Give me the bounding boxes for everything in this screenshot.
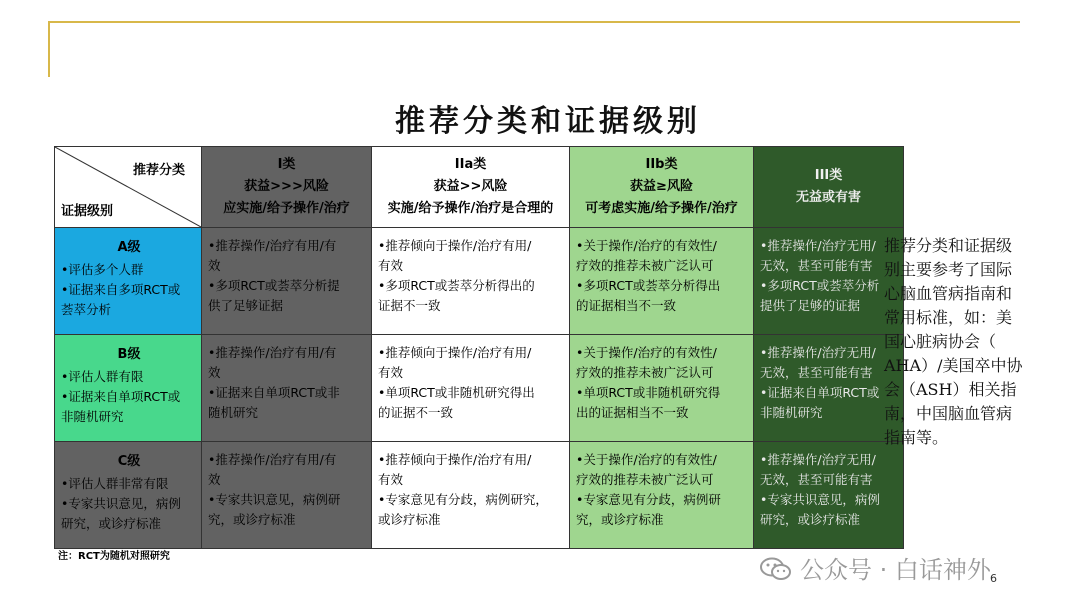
cell-line: •推荐操作/治疗无用/ — [760, 345, 876, 360]
cell-line: •证据来自单项RCT或非 — [208, 385, 340, 400]
level-c-header — [55, 442, 202, 549]
cell-line: 疗效的推荐未被广泛认可 — [576, 472, 714, 487]
level-b-header — [55, 335, 202, 442]
header-action: 应实施/给予操作/治疗 — [223, 201, 350, 216]
cell-line: 供了足够证据 — [208, 298, 284, 313]
cell-line: 效 — [208, 472, 221, 487]
cell-b-iia — [372, 335, 570, 442]
row-level-a — [55, 228, 904, 335]
header-name: I类 — [277, 157, 296, 172]
cell-line: •推荐倾向于操作/治疗有用/ — [378, 238, 532, 253]
cell-a-i — [202, 228, 372, 335]
cell-line: •推荐倾向于操作/治疗有用/ — [378, 345, 532, 360]
level-desc-line: •专家共识意见，病例 — [61, 496, 181, 511]
footnote: 注：RCT为随机对照研究 — [58, 551, 170, 562]
side-line: AHA）/美国卒中协 — [884, 356, 1023, 375]
cell-line: 无效，甚至可能有害 — [760, 472, 873, 487]
cell-line: 非随机研究 — [760, 405, 823, 420]
side-line: 推荐分类和证据级 — [884, 236, 1013, 255]
cell-line: 提供了足够的证据 — [760, 298, 861, 313]
level-name: C级 — [117, 454, 141, 469]
cell-line: 的证据相当不一致 — [576, 298, 677, 313]
watermark — [760, 550, 991, 585]
cell-c-iia — [372, 442, 570, 549]
header-benefit: 无益或有害 — [795, 190, 861, 205]
cell-c-iii — [754, 442, 904, 549]
cell-line: •多项RCT或荟萃分析得出的 — [378, 278, 535, 293]
header-class-iib — [570, 147, 754, 228]
header-name: IIb类 — [645, 157, 678, 172]
level-axis-label: 证据级别 — [61, 204, 114, 219]
side-line: 常用标准，如：美 — [884, 308, 1013, 327]
cell-line: 或诊疗标准 — [378, 512, 441, 527]
header-name: III类 — [814, 168, 843, 183]
header-row — [55, 147, 904, 228]
cell-line: •关于操作/治疗的有效性/ — [576, 452, 717, 467]
side-explanation — [884, 234, 1064, 450]
cell-line: 有效 — [378, 258, 404, 273]
level-desc-line: •评估多个人群 — [61, 262, 144, 277]
row-level-b — [55, 335, 904, 442]
cell-line: •多项RCT或荟萃分析提 — [208, 278, 340, 293]
slide-title: 推荐分类和证据级别 — [395, 104, 701, 139]
cell-line: 证据不一致 — [378, 298, 441, 313]
class-axis-label: 推荐分类 — [132, 163, 185, 178]
header-class-iii — [754, 147, 904, 228]
cell-line: •推荐操作/治疗无用/ — [760, 238, 876, 253]
cell-line: 究，或诊疗标准 — [208, 512, 296, 527]
level-desc-line: 荟萃分析 — [61, 302, 112, 317]
level-desc-line: 研究，或诊疗标准 — [61, 516, 162, 531]
cell-line: •专家意见有分歧，病例研 — [576, 492, 721, 507]
side-line: 会（ASH）相关指 — [884, 380, 1017, 399]
cell-a-iii — [754, 228, 904, 335]
level-name: B级 — [117, 347, 141, 362]
cell-line: •多项RCT或荟萃分析得出 — [576, 278, 721, 293]
level-desc-line: •证据来自单项RCT或 — [61, 389, 181, 404]
side-line: 别主要参考了国际 — [884, 260, 1013, 279]
page-number: 6 — [990, 572, 997, 585]
header-action: 实施/给予操作/治疗是合理的 — [387, 201, 554, 216]
cell-line: 有效 — [378, 365, 404, 380]
cell-line: 的证据不一致 — [378, 405, 454, 420]
cell-line: 效 — [208, 258, 221, 273]
cell-c-i — [202, 442, 372, 549]
cell-b-iii — [754, 335, 904, 442]
header-benefit: 获益>>风险 — [433, 179, 508, 194]
cell-line: 究，或诊疗标准 — [576, 512, 664, 527]
cell-line: •证据来自单项RCT或 — [760, 385, 880, 400]
cell-line: •单项RCT或非随机研究得 — [576, 385, 721, 400]
row-level-c — [55, 442, 904, 549]
cell-line: •推荐操作/治疗无用/ — [760, 452, 876, 467]
recommendation-table — [54, 146, 904, 549]
cell-line: •专家共识意见，病例 — [760, 492, 880, 507]
header-name: IIa类 — [454, 157, 487, 172]
cell-line: 无效，甚至可能有害 — [760, 365, 873, 380]
cell-line: •专家共识意见，病例研 — [208, 492, 341, 507]
top-decor-rule — [48, 21, 1020, 23]
corner-cell — [55, 147, 202, 228]
left-decor-rule — [48, 21, 50, 77]
cell-a-iia — [372, 228, 570, 335]
wechat-icon — [760, 557, 792, 581]
side-line: 南，中国脑血管病 — [884, 404, 1013, 423]
level-desc-line: 非随机研究 — [61, 409, 124, 424]
level-desc-line: •证据来自多项RCT或 — [61, 282, 181, 297]
cell-line: 疗效的推荐未被广泛认可 — [576, 365, 714, 380]
level-a-header — [55, 228, 202, 335]
side-line: 指南等。 — [884, 428, 949, 447]
cell-b-i — [202, 335, 372, 442]
cell-line: •推荐操作/治疗有用/有 — [208, 452, 337, 467]
level-desc-line: •评估人群非常有限 — [61, 476, 169, 491]
side-line: 心脑血管病指南和 — [884, 284, 1013, 303]
cell-line: 效 — [208, 365, 221, 380]
cell-line: •专家意见有分歧，病例研究， — [378, 492, 548, 507]
cell-line: •推荐倾向于操作/治疗有用/ — [378, 452, 532, 467]
header-class-i — [202, 147, 372, 228]
header-benefit: 获益≥风险 — [630, 179, 693, 194]
cell-line: •关于操作/治疗的有效性/ — [576, 345, 717, 360]
cell-line: 随机研究 — [208, 405, 259, 420]
cell-line: •单项RCT或非随机研究得出 — [378, 385, 535, 400]
level-desc-line: •评估人群有限 — [61, 369, 144, 384]
cell-line: •推荐操作/治疗有用/有 — [208, 238, 337, 253]
cell-b-iib — [570, 335, 754, 442]
cell-c-iib — [570, 442, 754, 549]
cell-line: •多项RCT或荟萃分析 — [760, 278, 880, 293]
cell-line: •推荐操作/治疗有用/有 — [208, 345, 337, 360]
level-name: A级 — [117, 240, 141, 255]
header-benefit: 获益>>>风险 — [244, 179, 329, 194]
cell-a-iib — [570, 228, 754, 335]
cell-line: 研究，或诊疗标准 — [760, 512, 861, 527]
cell-line: 疗效的推荐未被广泛认可 — [576, 258, 714, 273]
watermark-text: 公众号 · 白话神外 — [800, 556, 991, 584]
cell-line: 有效 — [378, 472, 404, 487]
side-line: 国心脏病协会（ — [884, 332, 997, 351]
cell-line: 无效，甚至可能有害 — [760, 258, 873, 273]
header-class-iia — [372, 147, 570, 228]
cell-line: •关于操作/治疗的有效性/ — [576, 238, 717, 253]
cell-line: 出的证据相当不一致 — [576, 405, 689, 420]
header-action: 可考虑实施/给予操作/治疗 — [585, 201, 738, 216]
